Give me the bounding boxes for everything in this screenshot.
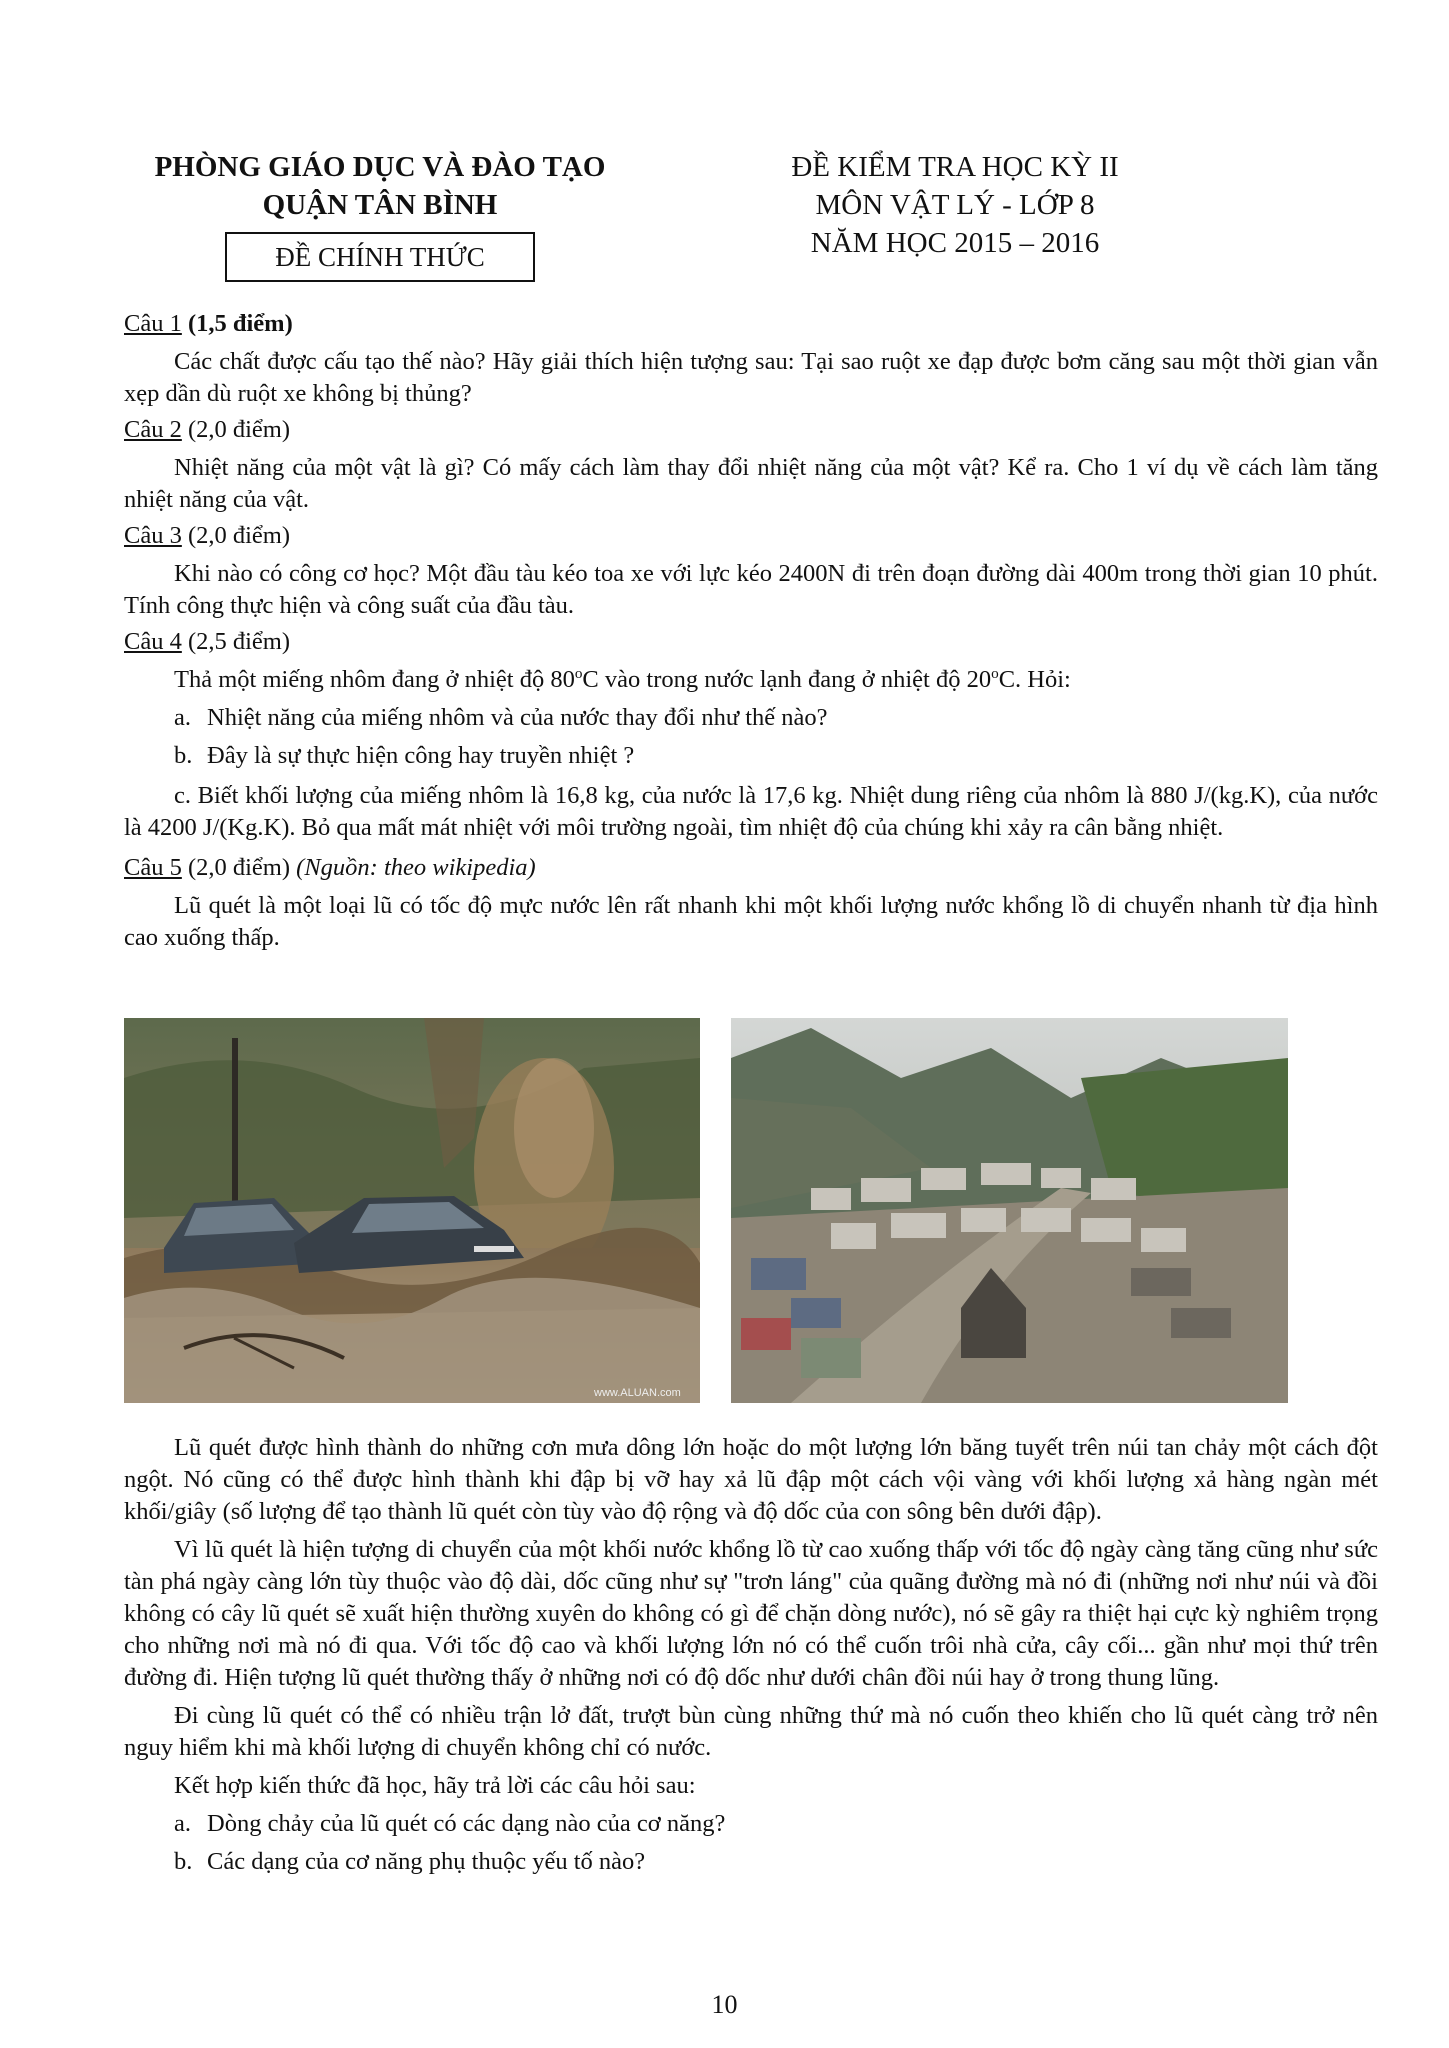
question-source: (Nguồn: theo wikipedia) [296, 854, 536, 881]
degree-sup: o [574, 664, 583, 682]
page-number: 10 [711, 1990, 738, 2019]
official-label-box: ĐỀ CHÍNH THỨC [225, 232, 535, 282]
degree-sup: o [991, 664, 999, 682]
question-5-paragraph-5: Kết hợp kiến thức đã học, hãy trả lời các câu hỏi sau: [174, 1772, 696, 1799]
question-1-text: Các chất được cấu tạo thế nào? Hãy giải thích hiện tượng sau: Tại sao ruột xe đạp được bơm căng sau một thời gian vẫn xẹp dần dù ruột xe không bị thủng? [124, 348, 1378, 407]
questions-section [124, 308, 1378, 958]
question-2-heading [124, 414, 1378, 446]
question-5-part-b [124, 1846, 1378, 1878]
photo-cars-in-flood [124, 1018, 700, 1403]
item-marker: a. [174, 704, 191, 731]
question-5-continued [124, 1426, 1378, 1884]
question-4-intro [124, 664, 1378, 696]
question-4-heading [124, 626, 1378, 658]
question-2-text: Nhiệt năng của một vật là gì? Có mấy cách làm thay đổi nhiệt năng của một vật? Kể ra. Cho 1 ví dụ về cách làm tăng nhiệt năng của vật. [124, 454, 1378, 513]
question-number: Câu 3 [124, 522, 182, 549]
question-3-text: Khi nào có công cơ học? Một đầu tàu kéo toa xe với lực kéo 2400N đi trên đoạn đường dài 400m trong thời gian 10 phút. Tính công thực hiện và công suất của đầu tàu. [124, 560, 1378, 619]
question-number: Câu 1 [124, 310, 182, 337]
question-points: (2,0 điểm) [187, 522, 291, 549]
flash-flood-photos [124, 1018, 1289, 1403]
exam-title: ĐỀ KIỂM TRA HỌC KỲ II [791, 151, 1119, 183]
question-3-heading [124, 520, 1378, 552]
question-number: Câu 4 [124, 628, 182, 655]
question-points: (2,0 điểm) [187, 416, 291, 443]
question-points: (2,0 điểm) [187, 854, 291, 881]
intro-part: Thả một miếng nhôm đang ở nhiệt độ 80 [174, 666, 575, 693]
item-text: Nhiệt năng của miếng nhôm và của nước thay đổi như thế nào? [207, 704, 828, 731]
question-points: (2,5 điểm) [187, 628, 291, 655]
photo-flooded-village [731, 1018, 1288, 1403]
item-text: Dòng chảy của lũ quét có các dạng nào của cơ năng? [207, 1810, 726, 1837]
item-text: Các dạng của cơ năng phụ thuộc yếu tố nào? [207, 1848, 646, 1875]
item-text: Đây là sự thực hiện công hay truyền nhiệt ? [207, 742, 635, 769]
question-5-part-a [124, 1808, 1378, 1840]
question-number: Câu 5 [124, 854, 182, 881]
item-marker: b. [174, 1848, 193, 1875]
exam-subject: MÔN VẬT LÝ - LỚP 8 [815, 189, 1095, 221]
question-5-paragraph-4: Đi cùng lũ quét có thể có nhiều trận lở đất, trượt bùn cùng những thứ mà nó cuốn theo khiến cho lũ quét càng trở nên nguy hiểm khi mà khối lượng di chuyển không chỉ có nước. [124, 1702, 1378, 1761]
question-4-part-c: c. Biết khối lượng của miếng nhôm là 16,8 kg, của nước là 17,6 kg. Nhiệt dung riêng của nhôm là 880 J/(kg.K), của nước là 4200 J/(Kg.K). Bỏ qua mất mát nhiệt với môi trường ngoài, tìm nhiệt độ của chúng khi xảy ra cân bằng nhiệt. [124, 782, 1378, 841]
question-4-part-b [124, 740, 1378, 772]
question-points: (1,5 điểm) [187, 310, 293, 337]
org-line-1: PHÒNG GIÁO DỤC VÀ ĐÀO TẠO [154, 151, 606, 183]
question-number: Câu 2 [124, 416, 182, 443]
exam-year: NĂM HỌC 2015 – 2016 [810, 227, 1100, 259]
item-marker: a. [174, 1810, 191, 1837]
question-5-heading [124, 852, 1378, 884]
question-4-part-a [124, 702, 1378, 734]
intro-part: C vào trong nước lạnh đang ở nhiệt độ 20 [582, 666, 992, 693]
item-marker: b. [174, 742, 193, 769]
intro-part: C. Hỏi: [998, 666, 1071, 693]
question-5-paragraph-3: Vì lũ quét là hiện tượng di chuyển của một khối nước khổng lồ từ cao xuống thấp với tốc độ ngày càng tăng cũng như sức tàn phá ngày càng lớn tùy thuộc vào độ dài, dốc cũng như sự "trơn láng" của quãng đường mà nó đi (những nơi như núi và đồi không có cây lũ quét sẽ xuất hiện thường xuyên do không có gì để chặn dòng nước), nó sẽ gây ra thiệt hại cực kỳ nghiêm trọng cho những nơi mà nó đi qua. Với tốc độ cao và khối lượng lớn nó có thể cuốn trôi nhà cửa, cây cối... gần như mọi thứ trên đường đi. Hiện tượng lũ quét thường thấy ở những nơi có độ dốc như dưới chân đồi núi hay ở trong thung lũng. [124, 1536, 1378, 1691]
header-exam-info [720, 148, 1190, 262]
header-organization [120, 148, 640, 282]
question-5-paragraph-2: Lũ quét được hình thành do những cơn mưa dông lớn hoặc do một lượng lớn băng tuyết trên núi tan chảy một cách đột ngột. Nó cũng có thể được hình thành khi đập bị vỡ hay xả lũ đập một cách vội vàng với khối lượng xả hàng ngàn mét khối/giây (số lượng để tạo thành lũ quét còn tùy vào độ rộng và độ dốc của con sông bên dưới đập). [124, 1434, 1378, 1525]
question-5-paragraph-1: Lũ quét là một loại lũ có tốc độ mực nước lên rất nhanh khi một khối lượng nước khổng lồ di chuyển nhanh từ địa hình cao xuống thấp. [124, 892, 1378, 951]
org-line-2: QUẬN TÂN BÌNH [262, 189, 498, 221]
question-1-heading [124, 308, 1378, 340]
photo-watermark: www.ALUAN.com [594, 1387, 681, 1399]
